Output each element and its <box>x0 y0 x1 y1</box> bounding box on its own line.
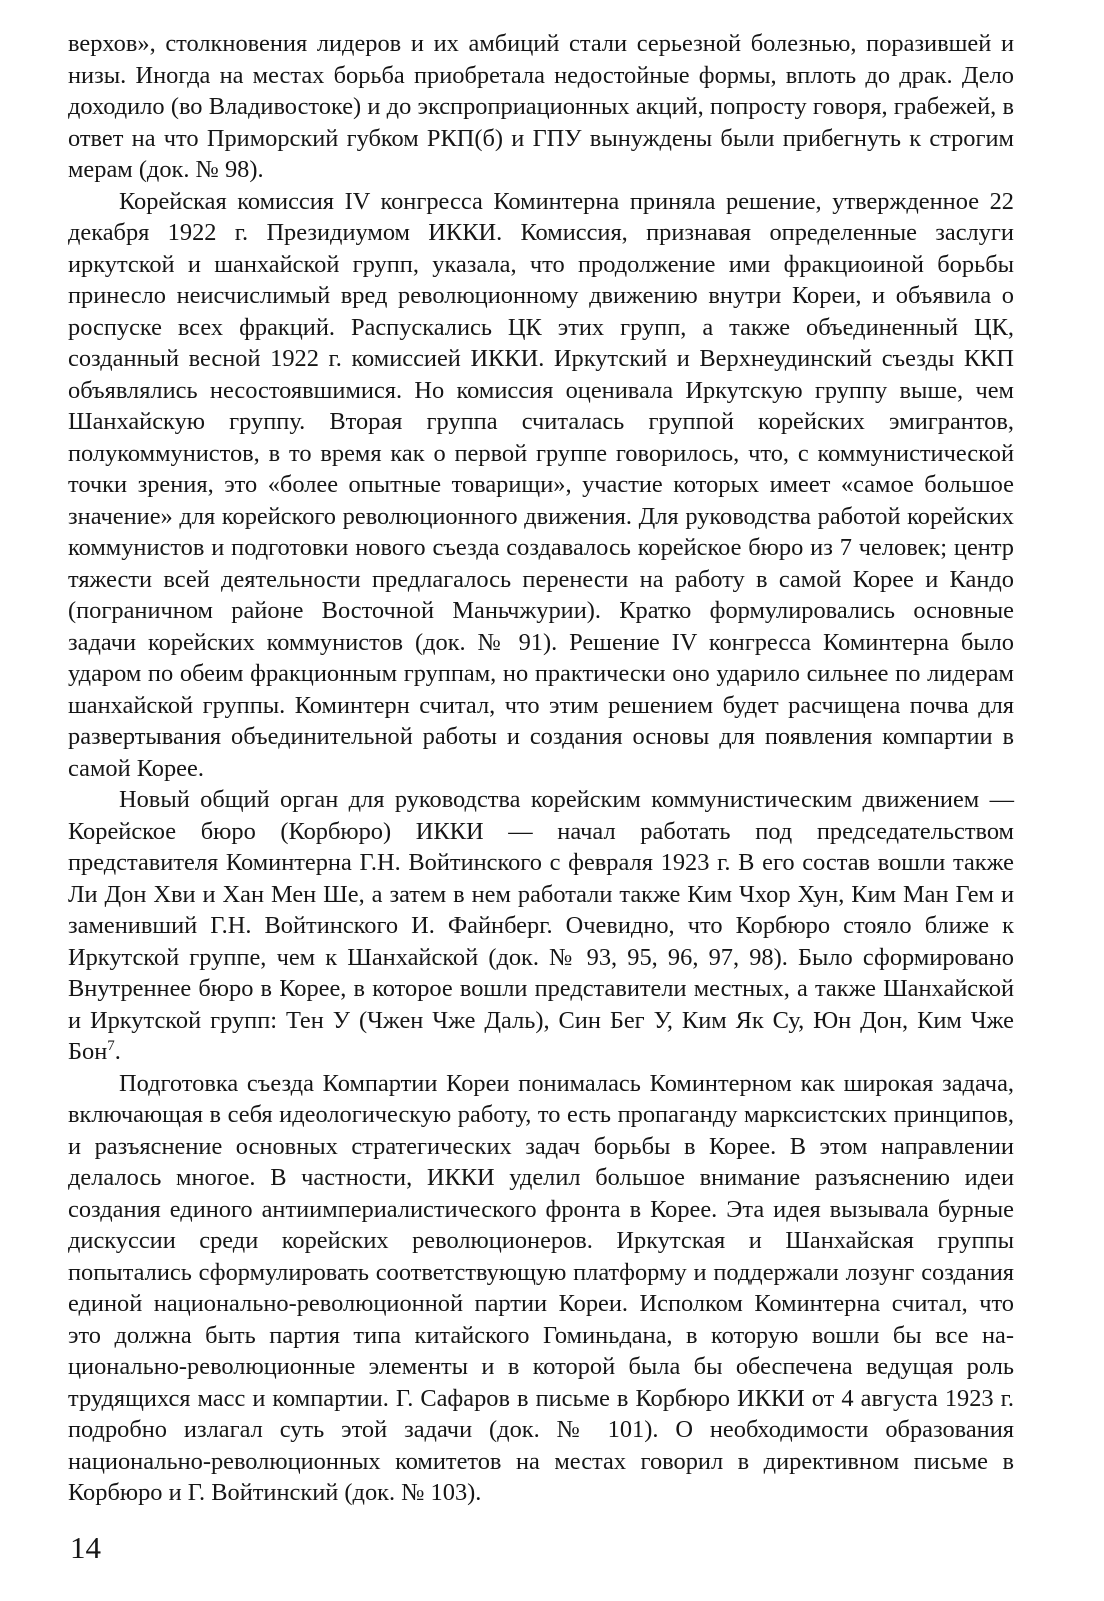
paragraph-korbureau <box>68 784 1014 1068</box>
paragraph-korean-commission: Корейская комиссия IV конгресса Коминтерна приняла решение, утвержденное 22 декабря 1922 г. Президиумом ИККИ. Комиссия, признавая определенные заслуги иркутской и шанхайской групп, указала, что продолжение ими фракциоиной борьбы принесло неисчислимый вред революционному движению внутри Кореи, и объявила о роспуске всех фракций. Распускались ЦК этих групп, а также объединенный ЦК, созданный весной 1922 г. комиссией ИККИ. Иркутский и Верхнеудинский съезды ККП объявлялись несостоявшимися. Но комиссия оценивала Иркутскую группу выше, чем Шанхайскую группу. Вторая группа считалась группой корейских эмигрантов, полукоммунистов, в то время как о первой группе говорилось, что, с коммунистической точки зрения, это «более опытные товарищи», участие которых имеет «самое большое значение» для корейского революционного движения. Для руководства работой корейских коммунистов и подготовки нового съезда создавалось корейское бюро из 7 человек; центр тяжести всей деятельности предлагалось перенести на работу в самой Корее и Кандо (пограничном районе Восточной Маньчжурии). Кратко формулировались основные задачи корейских коммунистов (док. № 91). Решение IV конгресса Коминтерна было ударом по обеим фракционным группам, но практически оно ударило сильнее по лидерам шанхайской группы. Коминтерн считал, что этим решением будет расчищена почва для развертывания объединительной работы и создания основы для появления компартии в самой Корее. <box>68 187 1014 782</box>
document-page <box>68 28 1014 1509</box>
paragraph-korbureau-text: Новый общий орган для руководства корейским коммунистическим движением — Корейское бюро (Корбюро) ИККИ — начал работать под председательством представителя Коминтерна Г.Н. Войтинского с февраля 1923 г. В его состав вошли также Ли Дон Хви и Хан Мен Ше, а затем в нем работали также Ким Чхор Хун, Ким Ман Гем и заменивший Г.Н. Войтинского И. Файнберг. Очевидно, что Корбюро стояло ближе к Иркутской группе, чем к Шанхайской (док. № 93, 95, 96, 97, 98). Было сформировано Внутреннее бюро в Корее, в которое вошли представители местных, а также Шанхайской и Иркутской групп: Тен У (Чжен Чже Даль), Син Бег У, Ким Як Су, Юн Дон, Ким Чже Бон <box>68 786 1014 1065</box>
paragraph-congress-preparation: Подготовка съезда Компартии Кореи понималась Коминтерном как широкая задача, включающая в себя идеологическую работу, то есть пропаганду марксистских принципов, и разъяснение основных стратегических задач борьбы в Корее. В этом направлении делалось многое. В частности, ИККИ уделил большое внимание разъяснению идеи создания единого антиимпериалистического фронта в Корее. Эта идея вызывала бурные дискуссии среди корейских революционеров. Иркутская и Шанхайская группы попытались сформулировать соответствующую платформу и поддержали лозунг создания единой национально-революционной партии Кореи. Исполком Коминтерна считал, что это должна быть партия типа китайского Гоминьдана, в которую вошли бы все национально-революционные элементы и в которой была бы обеспечена ведущая роль трудящихся масс и компартии. Г. Сафаров в письме в Корбюро ИККИ от 4 августа 1923 г. подробно излагал суть этой задачи (док. № 101). О необходимости образования национально-революционных комитетов на местах говорил в директивном письме в Корбюро и Г. Войтинский (док. № 103). <box>68 1069 1014 1506</box>
paragraph-korbureau-tail: . <box>114 1038 121 1065</box>
paragraph-continuation: верхов», столкновения лидеров и их амбиций стали серьезной болезнью, поразившей и низы. Иногда на местах борьба приобретала недостойные формы, вплоть до драк. Дело доходило (во Владивостоке) и до экспроприационных акций, попросту говоря, грабежей, в ответ на что Приморский губком РКП(б) и ГПУ вынуждены были прибегнуть к строгим мерам (док. № 98). <box>68 30 1014 183</box>
footnote-marker[interactable]: 7 <box>107 1038 115 1054</box>
page-number: 14 <box>70 1530 101 1565</box>
